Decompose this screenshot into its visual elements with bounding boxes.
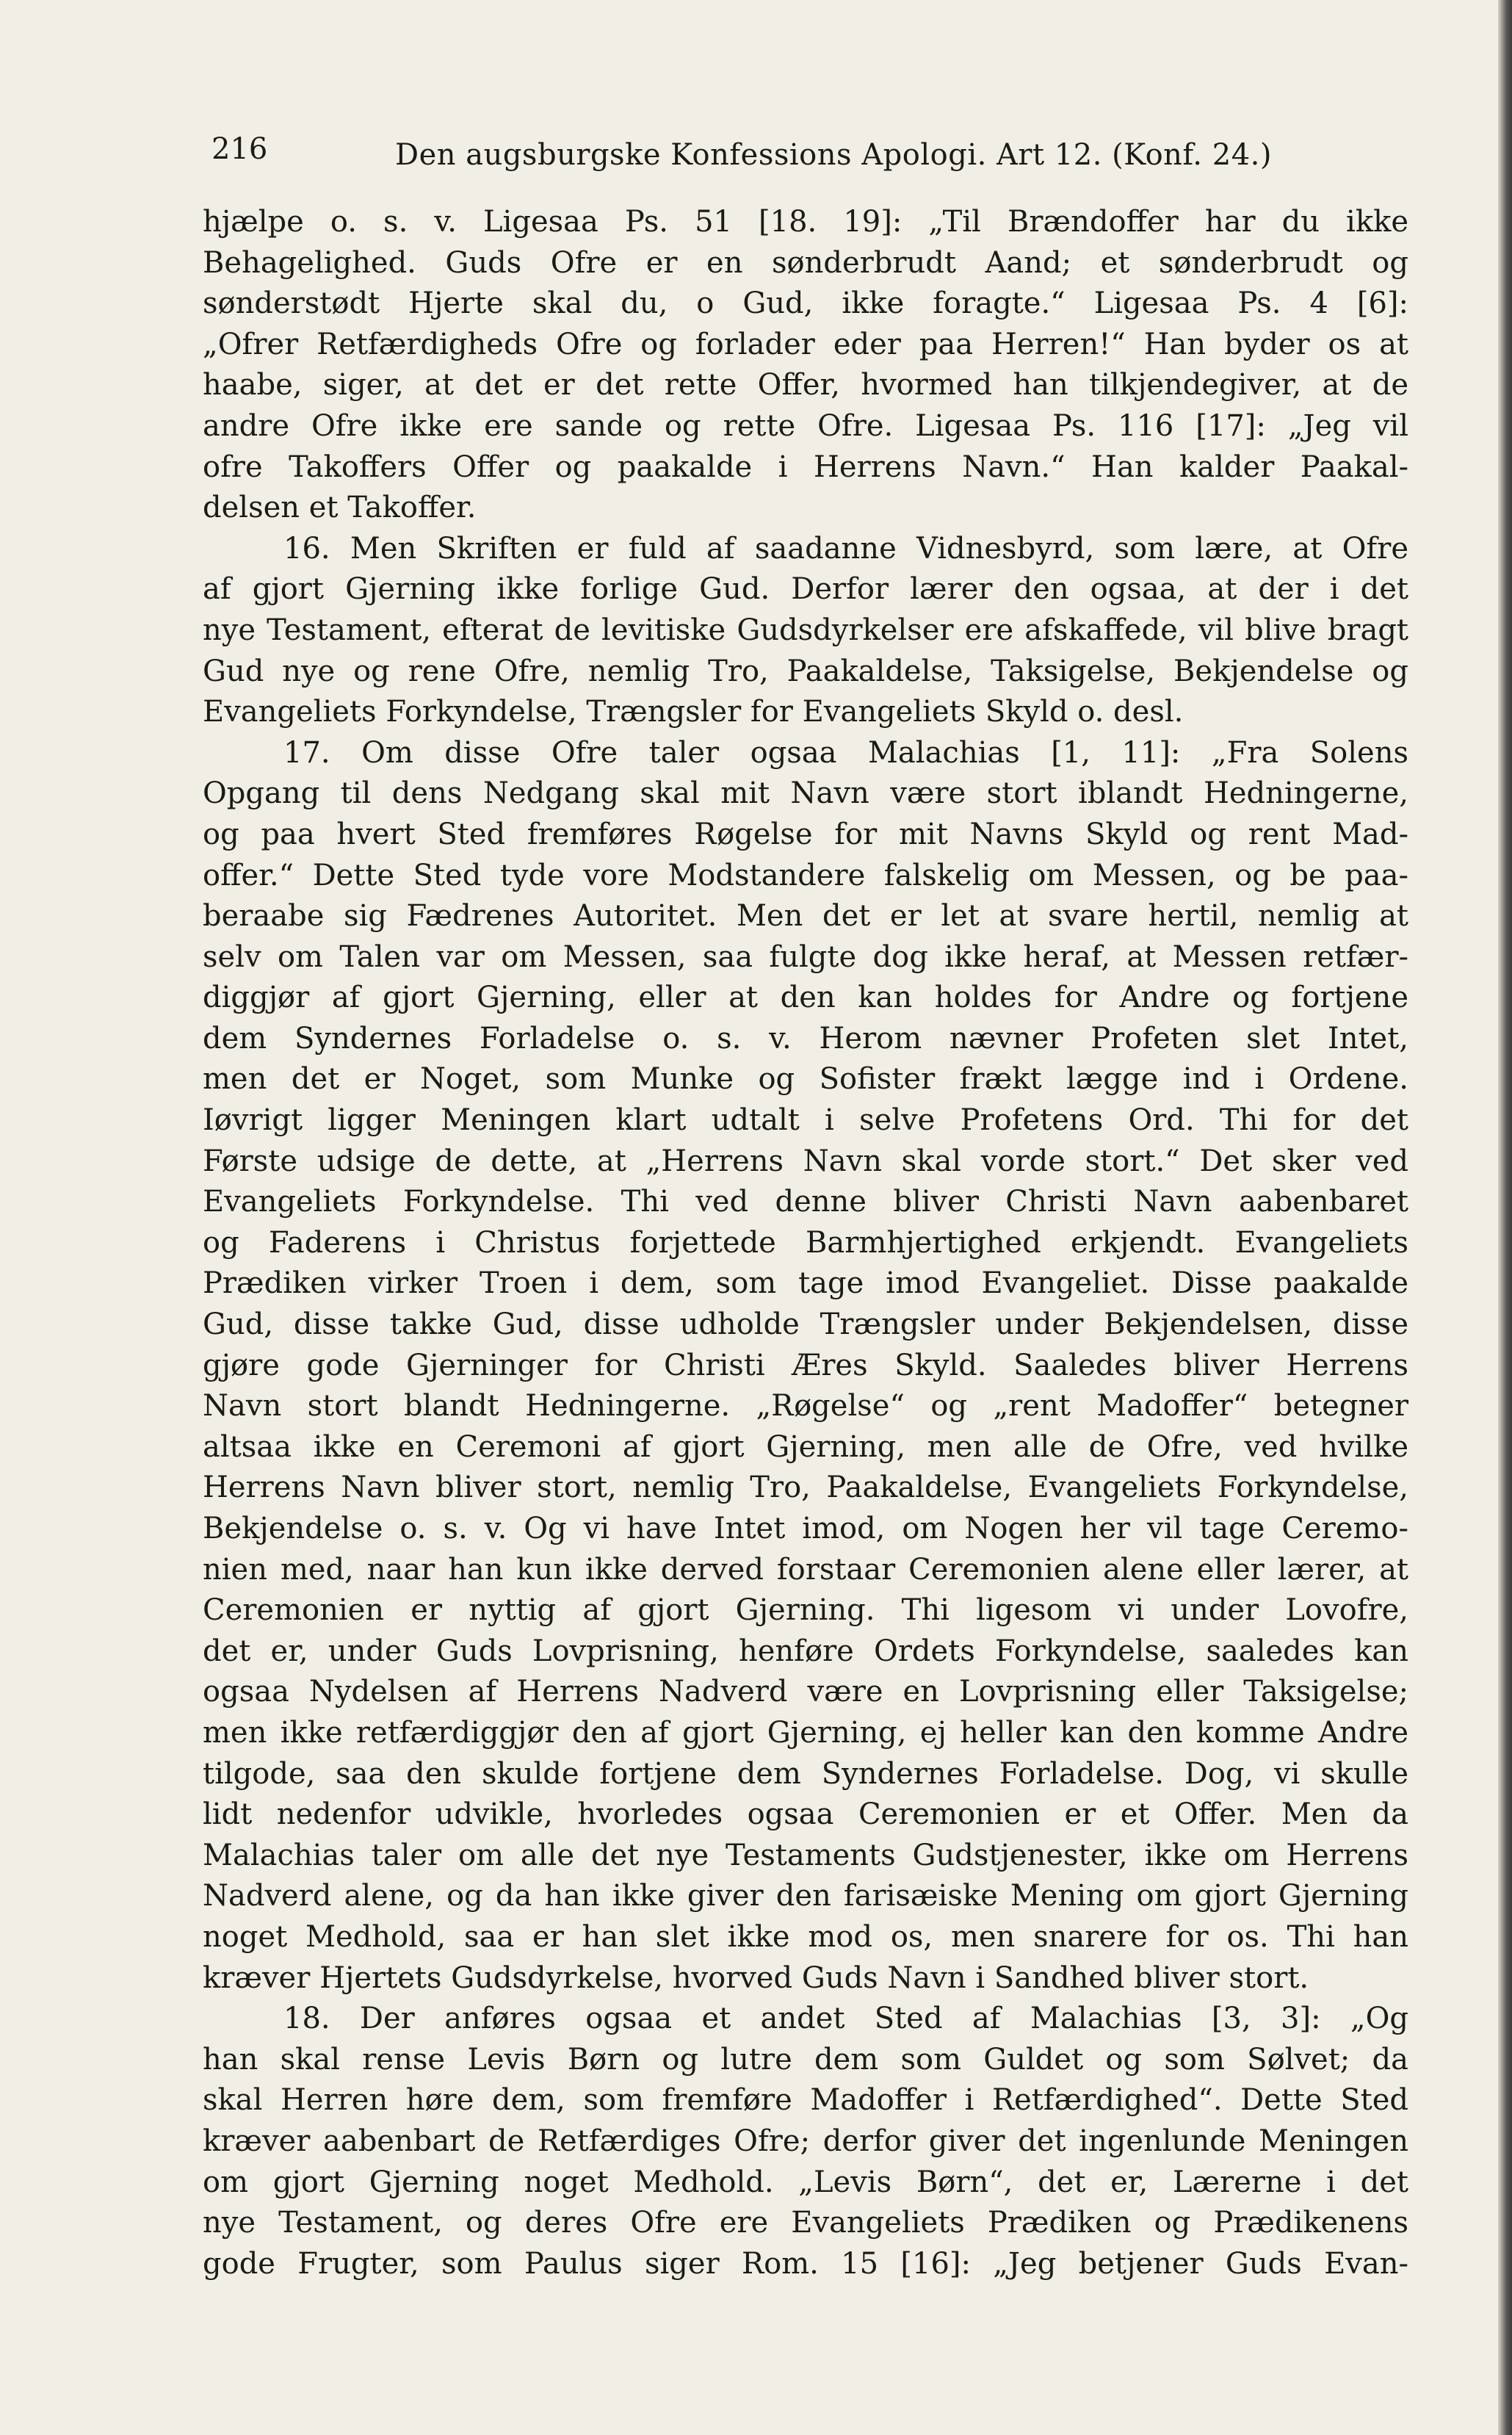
paragraph-17-start: 17. Om disse Ofre taler ogsaa Malachias [1, 11]: „Fra Solens: [283, 735, 1408, 770]
text-line: Navn stort blandt Hedningerne. „Røgelse“ og „rent Madoffer“ betegner: [203, 1389, 1408, 1424]
text-line: og Faderens i Christus forjettede Barmhjertighed erkjendt. Evangeliets: [203, 1225, 1408, 1260]
text-line: Nadverd alene, og da han ikke giver den farisæiske Mening om gjort Gjerning: [203, 1879, 1408, 1913]
text-line: diggjør af gjort Gjerning, eller at den kan holdes for Andre og fortjene: [203, 981, 1408, 1015]
text-line: Evangeliets Forkyndelse, Trængsler for Evangeliets Skyld o. desl.: [203, 695, 1184, 729]
page-header: [211, 132, 1284, 176]
text-line: andre Ofre ikke ere sande og rette Ofre. Ligesaa Ps. 116 [17]: „Jeg vil: [203, 408, 1408, 443]
text-line: skal Herren høre dem, som fremføre Madoffer i Retfærdighed“. Dette Sted: [203, 2083, 1408, 2118]
text-line: offer.“ Dette Sted tyde vore Modstandere falskelig om Messen, og be paa-: [203, 858, 1408, 892]
text-line: nye Testament, efterat de levitiske Gudsdyrkelser ere afskaffede, vil blive bragt: [203, 613, 1408, 647]
text-line: dem Syndernes Forladelse o. s. v. Herom nævner Profeten slet Intet,: [203, 1021, 1408, 1056]
text-line: Evangeliets Forkyndelse. Thi ved denne bliver Christi Navn aabenbaret: [203, 1185, 1408, 1219]
text-line: men ikke retfærdiggjør den af gjort Gjerning, ej heller kan den komme Andre: [203, 1715, 1408, 1750]
text-line: gjøre gode Gjerninger for Christi Æres Skyld. Saaledes bliver Herrens: [203, 1348, 1408, 1382]
text-line: men det er Noget, som Munke og Sofister frækt lægge ind i Ordene.: [203, 1062, 1408, 1097]
text-line: Prædiken virker Troen i dem, som tage imod Evangeliet. Disse paakalde: [203, 1266, 1408, 1301]
running-title: Den augsburgske Konfessions Apologi. Art 12. (Konf. 24.): [395, 138, 1272, 172]
text-line: det er, under Guds Lovprisning, henføre Ordets Forkyndelse, saaledes kan: [203, 1634, 1408, 1668]
paragraph-16-start: 16. Men Skriften er fuld af saadanne Vidnesbyrd, som lære, at Ofre: [283, 531, 1408, 566]
text-line: „Ofrer Retfærdigheds Ofre og forlader eder paa Herren!“ Han byder os at: [203, 327, 1408, 361]
text-line: af gjort Gjerning ikke forlige Gud. Derfor lærer den ogsaa, at der i det: [203, 572, 1408, 607]
text-line: Første udsige de dette, at „Herrens Navn skal vorde stort.“ Det sker ved: [203, 1144, 1408, 1178]
text-line: delsen et Takoffer.: [203, 491, 477, 525]
body-text: [203, 202, 1408, 2284]
text-line: lidt nedenfor udvikle, hvorledes ogsaa Ceremonien er et Offer. Men da: [203, 1797, 1408, 1832]
text-line: Malachias taler om alle det nye Testaments Gudstjenester, ikke om Herrens: [203, 1838, 1408, 1872]
text-line: beraabe sig Fædrenes Autoritet. Men det er let at svare hertil, nemlig at: [203, 899, 1408, 934]
text-line: haabe, siger, at det er det rette Offer, hvormed han tilkjendegiver, at de: [203, 368, 1408, 403]
text-line: tilgode, saa den skulde fortjene dem Syndernes Forladelse. Dog, vi skulle: [203, 1756, 1408, 1791]
text-line: Gud, disse takke Gud, disse udholde Trængsler under Bekjendelsen, disse: [203, 1307, 1408, 1342]
text-line: han skal rense Levis Børn og lutre dem som Guldet og som Sølvet; da: [203, 2042, 1408, 2077]
text-line: kræver aabenbart de Retfærdiges Ofre; derfor giver det ingenlunde Meningen: [203, 2124, 1408, 2158]
page-number: 216: [211, 132, 268, 166]
text-line: Opgang til dens Nedgang skal mit Navn være stort iblandt Hedningerne,: [203, 776, 1408, 811]
text-line: Gud nye og rene Ofre, nemlig Tro, Paakaldelse, Taksigelse, Bekjendelse og: [203, 654, 1408, 688]
text-line: gode Frugter, som Paulus siger Rom. 15 [16]: „Jeg betjener Guds Evan-: [203, 2246, 1408, 2281]
text-line: Ceremonien er nyttig af gjort Gjerning. Thi ligesom vi under Lovofre,: [203, 1593, 1408, 1628]
text-line: sønderstødt Hjerte skal du, o Gud, ikke foragte.“ Ligesaa Ps. 4 [6]:: [203, 286, 1408, 321]
text-line: om gjort Gjerning noget Medhold. „Levis Børn“, det er, Lærerne i det: [203, 2165, 1408, 2199]
text-line: hjælpe o. s. v. Ligesaa Ps. 51 [18. 19]: „Til Brændoffer har du ikke: [203, 205, 1408, 239]
text-line: kræver Hjertets Gudsdyrkelse, hvorved Guds Navn i Sandhed bliver stort.: [203, 1960, 1309, 1995]
text-line: og paa hvert Sted fremføres Røgelse for mit Navns Skyld og rent Mad-: [203, 817, 1408, 851]
text-line: ogsaa Nydelsen af Herrens Nadverd være en Lovprisning eller Taksigelse;: [203, 1675, 1408, 1709]
text-line: Iøvrigt ligger Meningen klart udtalt i selve Profetens Ord. Thi for det: [203, 1103, 1408, 1138]
text-line: noget Medhold, saa er han slet ikke mod os, men snarere for os. Thi han: [203, 1919, 1408, 1954]
text-line: nye Testament, og deres Ofre ere Evangeliets Prædiken og Prædikenens: [203, 2206, 1408, 2240]
text-line: altsaa ikke en Ceremoni af gjort Gjerning, men alle de Ofre, ved hvilke: [203, 1429, 1408, 1464]
text-line: selv om Talen var om Messen, saa fulgte dog ikke heraf, at Messen retfær-: [203, 939, 1408, 974]
text-line: nien med, naar han kun ikke derved forstaar Ceremonien alene eller lærer, at: [203, 1552, 1408, 1587]
text-line: Bekjendelse o. s. v. Og vi have Intet imod, om Nogen her vil tage Ceremo-: [203, 1512, 1408, 1545]
text-line: Herrens Navn bliver stort, nemlig Tro, Paakaldelse, Evangeliets Forkyndelse,: [203, 1471, 1408, 1505]
book-spine-shadow: [1498, 0, 1512, 2435]
text-line: ofre Takoffers Offer og paakalde i Herrens Navn.“ Han kalder Paakal-: [203, 450, 1408, 484]
text-line: Behagelighed. Guds Ofre er en sønderbrudt Aand; et sønderbrudt og: [203, 245, 1408, 280]
paragraph-18-start: 18. Der anføres ogsaa et andet Sted af Malachias [3, 3]: „Og: [283, 2002, 1408, 2036]
